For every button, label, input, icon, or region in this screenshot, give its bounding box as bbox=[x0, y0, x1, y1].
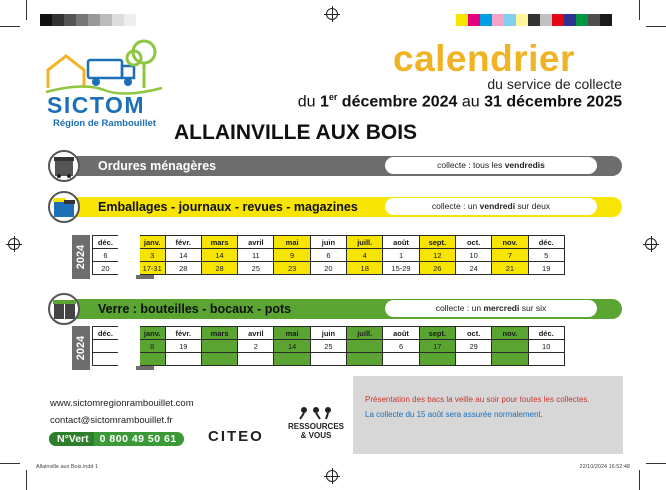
date-cell: 26 bbox=[419, 262, 455, 275]
date-cell: 28 bbox=[165, 262, 201, 275]
verre-calendar-table bbox=[92, 326, 565, 366]
date-cell: 17 bbox=[419, 340, 455, 353]
date-cell bbox=[310, 353, 346, 366]
emballages-calendar-table bbox=[92, 235, 565, 275]
date-cell: 12 bbox=[419, 249, 455, 262]
date-cell bbox=[455, 353, 491, 366]
date-cell: 19 bbox=[528, 262, 564, 275]
month-header-cell: mai bbox=[274, 236, 310, 249]
date-cell: 2 bbox=[238, 340, 274, 353]
month-header-cell: juin bbox=[310, 327, 346, 340]
website-link[interactable]: www.sictomregionrambouillet.com bbox=[50, 398, 194, 409]
bin-yellow-icon bbox=[48, 191, 80, 223]
month-header-cell: avril bbox=[238, 236, 274, 249]
crop-mark bbox=[0, 463, 20, 464]
date-cell: 23 bbox=[274, 262, 310, 275]
registration-mark bbox=[326, 470, 338, 482]
date-cell: 29 bbox=[455, 340, 491, 353]
month-header-cell: mai bbox=[274, 327, 310, 340]
bin-gray-icon bbox=[48, 150, 80, 182]
date-cell: 5 bbox=[528, 249, 564, 262]
om-label: Ordures ménagères bbox=[98, 159, 217, 173]
logo-name: SICTOM bbox=[47, 92, 146, 118]
verre-year-2024: 2024 bbox=[72, 326, 90, 370]
ressources-vous-logo: RESSOURCES & VOUS bbox=[283, 406, 349, 440]
registration-mark bbox=[326, 8, 338, 20]
table-header-row bbox=[93, 327, 565, 340]
date-cell: 25 bbox=[238, 262, 274, 275]
date-cell: 21 bbox=[492, 262, 528, 275]
phone-badge bbox=[49, 432, 184, 446]
email-link[interactable]: contact@sictomrambouillet.fr bbox=[50, 415, 173, 426]
month-header-cell: avril bbox=[238, 327, 274, 340]
om-note: collecte : tous les vendredis bbox=[385, 157, 597, 174]
nvert-label: N°Vert bbox=[49, 432, 94, 446]
crop-mark bbox=[0, 26, 20, 27]
date-cell bbox=[201, 353, 237, 366]
month-header-cell: août bbox=[383, 327, 419, 340]
month-header-cell: sept. bbox=[419, 327, 455, 340]
date-cell bbox=[528, 353, 564, 366]
date-cell: 14 bbox=[274, 340, 310, 353]
info-presentation: Présentation des bacs la veille au soir pour toutes les collectes. bbox=[365, 395, 590, 404]
crop-mark bbox=[26, 470, 27, 490]
month-header-cell: févr. bbox=[165, 236, 201, 249]
date-cell: 10 bbox=[528, 340, 564, 353]
month-header-cell: août bbox=[383, 236, 419, 249]
date-cell: 6 bbox=[383, 340, 419, 353]
month-header-cell: sept. bbox=[419, 236, 455, 249]
slug-file: Allainville aux Bois.indd 1 bbox=[36, 464, 99, 470]
date-cell bbox=[93, 340, 129, 353]
date-cell bbox=[93, 353, 129, 366]
date-cell: 17-31 bbox=[129, 262, 165, 275]
date-cell bbox=[492, 340, 528, 353]
date-cell: 20 bbox=[310, 262, 346, 275]
crop-mark bbox=[646, 26, 666, 27]
date-cell: 10 bbox=[455, 249, 491, 262]
month-header-cell: juill. bbox=[347, 236, 383, 249]
month-header-cell: oct. bbox=[455, 236, 491, 249]
date-cell: 9 bbox=[274, 249, 310, 262]
date-cell bbox=[492, 353, 528, 366]
month-header-cell: févr. bbox=[165, 327, 201, 340]
month-header-cell: juill. bbox=[347, 327, 383, 340]
date-cell bbox=[238, 353, 274, 366]
date-cell bbox=[347, 353, 383, 366]
month-header-cell: janv. bbox=[129, 236, 165, 249]
page-title: calendrier bbox=[393, 38, 575, 79]
month-header-cell: oct. bbox=[455, 327, 491, 340]
date-cell: 4 bbox=[347, 249, 383, 262]
date-cell bbox=[274, 353, 310, 366]
table-row bbox=[93, 249, 565, 262]
month-header-cell: mars bbox=[201, 236, 237, 249]
month-header-cell: déc. bbox=[93, 236, 129, 249]
date-cell bbox=[419, 353, 455, 366]
date-cell: 1 bbox=[383, 249, 419, 262]
table-row bbox=[93, 340, 565, 353]
date-cell: 6 bbox=[310, 249, 346, 262]
date-cell: 18 bbox=[347, 262, 383, 275]
emb-note: collecte : un vendredi sur deux bbox=[385, 198, 597, 215]
crop-mark bbox=[639, 470, 640, 490]
month-header-cell: nov. bbox=[492, 327, 528, 340]
page-subtitle: du service de collecte bbox=[487, 76, 622, 92]
crop-mark bbox=[646, 463, 666, 464]
month-header-cell: janv. bbox=[129, 327, 165, 340]
crop-mark bbox=[26, 0, 27, 20]
date-cell: 7 bbox=[492, 249, 528, 262]
date-cell: 3 bbox=[129, 249, 165, 262]
logo-region: Région de Rambouillet bbox=[53, 118, 156, 129]
phone-number[interactable]: 0 800 49 50 61 bbox=[99, 433, 177, 445]
month-header-cell: mars bbox=[201, 327, 237, 340]
emb-label: Emballages - journaux - revues - magazines bbox=[98, 200, 358, 214]
date-cell: 14 bbox=[201, 249, 237, 262]
date-cell: 14 bbox=[165, 249, 201, 262]
date-cell: 6 bbox=[93, 249, 129, 262]
month-header-cell: juin bbox=[310, 236, 346, 249]
verre-label: Verre : bouteilles - bocaux - pots bbox=[98, 302, 292, 316]
table-row bbox=[93, 353, 565, 366]
date-cell: 19 bbox=[165, 340, 201, 353]
verre-note: collecte : un mercredi sur six bbox=[385, 300, 597, 317]
date-cell: 15-29 bbox=[383, 262, 419, 275]
date-cell: 25 bbox=[310, 340, 346, 353]
info-15-aout: La collecte du 15 août sera assurée normalement. bbox=[365, 410, 543, 419]
date-cell: 28 bbox=[201, 262, 237, 275]
date-cell bbox=[347, 340, 383, 353]
commune-name: ALLAINVILLE AUX BOIS bbox=[174, 121, 418, 144]
table-header-row bbox=[93, 236, 565, 249]
month-header-cell: déc. bbox=[93, 327, 129, 340]
registration-mark bbox=[8, 238, 20, 250]
month-header-cell: déc. bbox=[528, 236, 564, 249]
month-header-cell: déc. bbox=[528, 327, 564, 340]
date-cell bbox=[201, 340, 237, 353]
date-cell bbox=[129, 353, 165, 366]
info-box bbox=[353, 376, 623, 454]
crop-mark bbox=[639, 0, 640, 20]
table-row bbox=[93, 262, 565, 275]
date-cell: 20 bbox=[93, 262, 129, 275]
date-cell bbox=[165, 353, 201, 366]
registration-mark bbox=[645, 238, 657, 250]
month-header-cell: nov. bbox=[492, 236, 528, 249]
slug-date: 22/10/2024 16:52:48 bbox=[579, 464, 630, 470]
date-cell: 11 bbox=[238, 249, 274, 262]
emb-year-2024: 2024 bbox=[72, 235, 90, 279]
date-cell: 24 bbox=[455, 262, 491, 275]
bin-green-icon bbox=[48, 293, 80, 325]
citeo-logo: CITEO bbox=[208, 428, 264, 445]
date-cell bbox=[383, 353, 419, 366]
date-range: du 1er décembre 2024 au 31 décembre 2025 bbox=[297, 92, 622, 111]
date-cell: 8 bbox=[129, 340, 165, 353]
